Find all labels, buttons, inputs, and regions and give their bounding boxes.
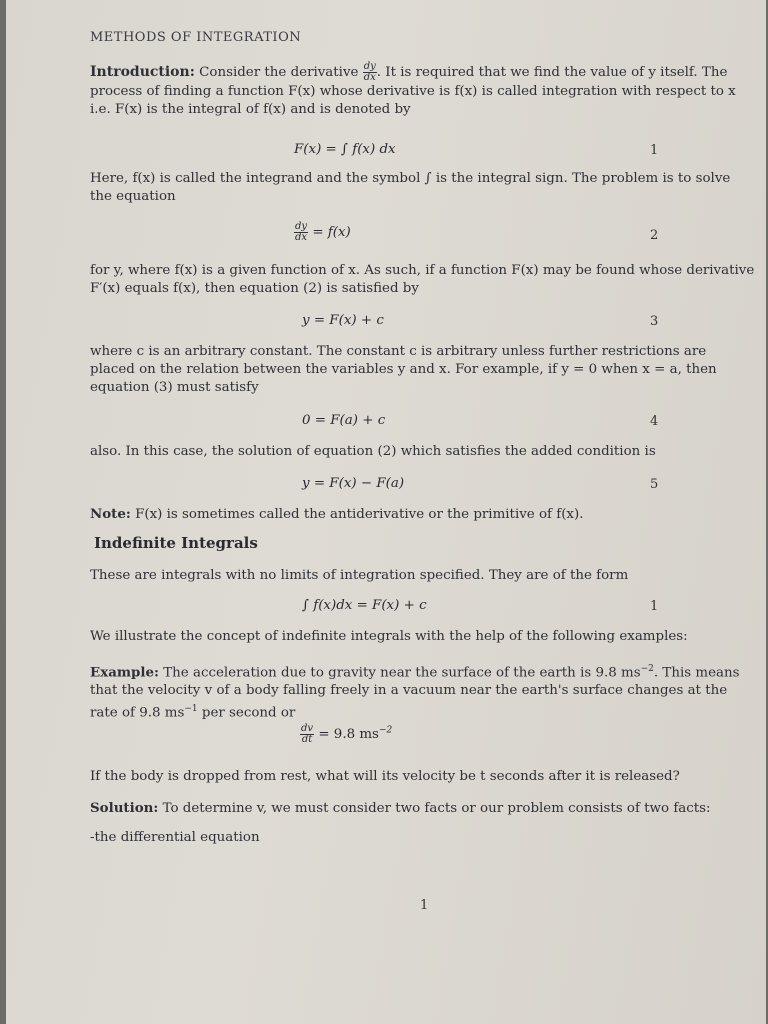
solution-paragraph <box>90 799 755 818</box>
solution-text: To determine v, we must consider two facts or our problem consists of two facts: <box>162 801 711 816</box>
example-text-c: per second or <box>197 705 296 721</box>
equation-1: F(x) = ∫ f(x) dx <box>294 142 396 157</box>
equation-acceleration-superscript: −2 <box>378 725 393 736</box>
page-title: METHODS OF INTEGRATION <box>90 30 302 45</box>
equation-2 <box>294 222 351 243</box>
equation-2-number: 2 <box>650 228 659 243</box>
paragraph-arbitrary-constant: where c is an arbitrary constant. The constant c is arbitrary unless further restrictions are placed on the relation between the variables y and x. For example, if y = 0 when x = a, then equation (3) must satisfy <box>90 344 717 395</box>
paragraph-added-condition: also. In this case, the solution of equation (2) which satisfies the added condition is <box>90 444 656 459</box>
paragraph-indefinite-form: These are integrals with no limits of integration specified. They are of the form <box>90 568 629 583</box>
intro-paragraph <box>90 62 755 119</box>
question-paragraph: If the body is dropped from rest, what will its velocity be t seconds after it is released? <box>90 769 680 784</box>
example-text-b: . This means that the velocity v of a body falling freely in a vacuum near the earth's surface changes at the rate of 9.8 ms <box>90 665 740 721</box>
solution-label: Solution: <box>90 800 159 816</box>
paragraph-differential-equation: -the differential equation <box>90 830 260 845</box>
dy-dx-fraction <box>363 62 377 83</box>
paragraph-integrand: Here, f(x) is called the integrand and the symbol ∫ is the integral sign. The problem is to solve the equation <box>90 171 731 204</box>
fraction-numerator: dy <box>295 221 308 232</box>
paragraph-illustrate: We illustrate the concept of indefinite integrals with the help of the following examples: <box>90 629 688 644</box>
intro-label: Introduction: <box>90 64 195 80</box>
equation-5: y = F(x) − F(a) <box>302 476 405 491</box>
dv-dt-fraction <box>300 724 314 745</box>
note-paragraph <box>90 505 755 524</box>
example-text-a: The acceleration due to gravity near the surface of the earth is 9.8 ms <box>163 665 641 681</box>
example-paragraph <box>90 660 755 723</box>
equation-indefinite: ∫ f(x)dx = F(x) + c <box>302 598 427 613</box>
dy-dx-fraction <box>294 222 308 243</box>
equation-5-number: 5 <box>650 477 659 492</box>
fraction-numerator: dy <box>363 61 376 72</box>
equation-3-number: 3 <box>650 314 659 329</box>
equation-indefinite-number: 1 <box>650 599 659 614</box>
page-number: 1 <box>420 898 429 913</box>
document-page <box>6 0 766 1024</box>
equation-1-number: 1 <box>650 143 659 158</box>
fraction-denominator: dt <box>301 734 313 745</box>
section-heading-indefinite-integrals: Indefinite Integrals <box>94 534 258 552</box>
equation-4-number: 4 <box>650 414 659 429</box>
example-superscript-b: −1 <box>184 704 198 715</box>
fraction-denominator: dx <box>295 232 308 243</box>
fraction-denominator: dx <box>363 72 376 83</box>
example-label: Example: <box>90 664 159 681</box>
equation-4: 0 = F(a) + c <box>302 413 386 428</box>
intro-text-a: Consider the derivative <box>199 65 359 80</box>
paragraph-solution-form: for y, where f(x) is a given function of x. As such, if a function F(x) may be found whose derivative F′(x) equals f(x), then equation (2) is satisfied by <box>90 263 755 296</box>
equation-acceleration <box>300 724 392 745</box>
example-superscript-a: −2 <box>640 664 654 674</box>
intro-text-b: . It is required that we find the value of y itself. The process of finding a function F(x) whose derivative is f(x) is called integration with respect to x i.e. F(x) is the integral of f(x) and is denoted by <box>90 65 736 117</box>
fraction-numerator: dv <box>301 723 314 734</box>
equation-acceleration-rhs: = 9.8 ms <box>318 727 379 742</box>
note-label: Note: <box>90 506 131 522</box>
note-text: F(x) is sometimes called the antiderivative or the primitive of f(x). <box>135 507 584 522</box>
equation-2-rhs: = f(x) <box>312 225 351 240</box>
equation-3: y = F(x) + c <box>302 313 384 328</box>
